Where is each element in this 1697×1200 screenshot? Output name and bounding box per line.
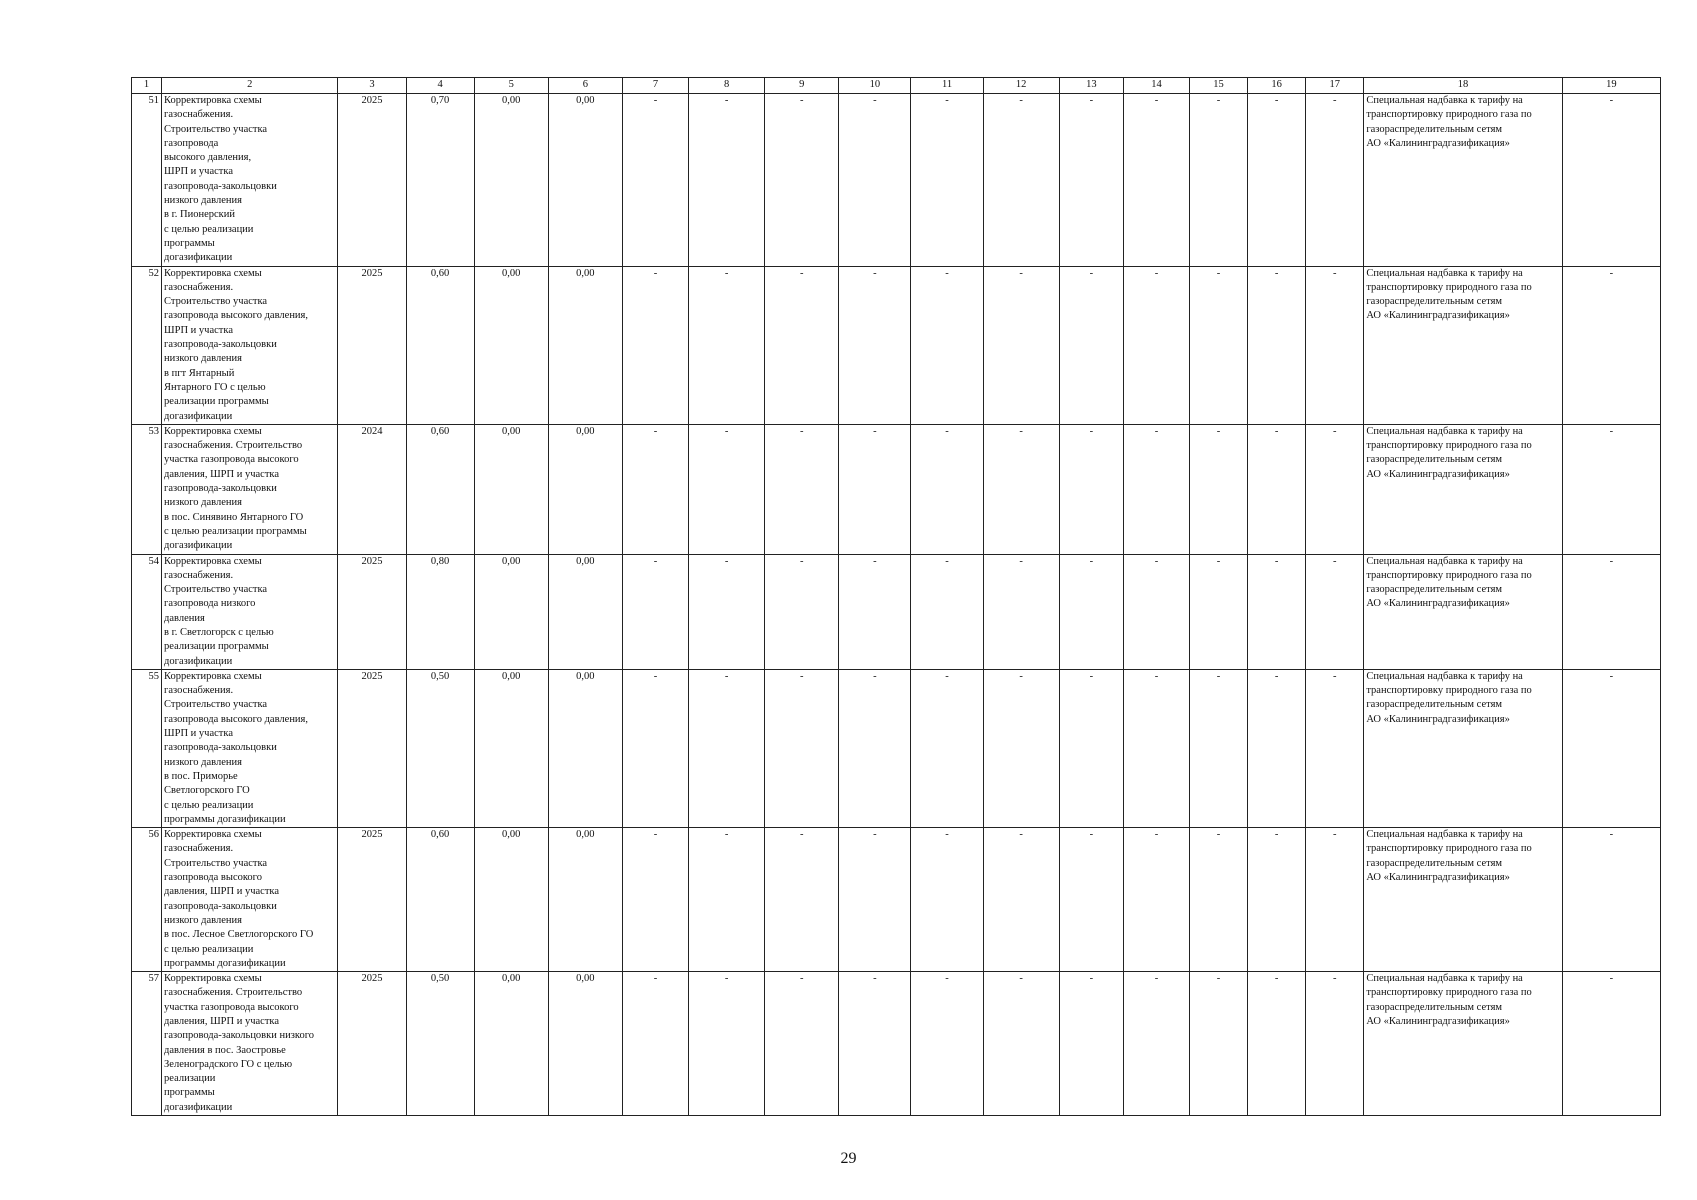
cell-c13: - xyxy=(1059,972,1123,1116)
cell-c9: - xyxy=(765,94,839,267)
cell-c7: - xyxy=(622,94,688,267)
cell-c16: - xyxy=(1248,424,1306,554)
cell-c19: - xyxy=(1562,94,1660,267)
cell-c10: - xyxy=(839,94,911,267)
column-header: 4 xyxy=(406,78,474,94)
column-header: 15 xyxy=(1190,78,1248,94)
cell-year: 2024 xyxy=(338,424,406,554)
cell-c6: 0,00 xyxy=(548,94,622,267)
project-description: Корректировка схемы газоснабжения. Строительство участка газопровода высокого давления, ШРП и участка газопровода-закольцовки низкого давления в пос. Синявино Янтарного ГО с целью реализации программы догазификации xyxy=(162,424,338,554)
cell-c8: - xyxy=(689,972,765,1116)
table-row xyxy=(132,266,1661,424)
investment-table xyxy=(131,77,1661,1116)
table-row xyxy=(132,424,1661,554)
cell-c5: 0,00 xyxy=(474,828,548,972)
row-number: 55 xyxy=(132,669,162,827)
cell-c7: - xyxy=(622,972,688,1116)
cell-c4: 0,50 xyxy=(406,972,474,1116)
cell-c5: 0,00 xyxy=(474,94,548,267)
cell-c11: - xyxy=(911,94,983,267)
column-header: 19 xyxy=(1562,78,1660,94)
project-description: Корректировка схемы газоснабжения. Строительство участка газопровода низкого давления в г. Светлогорск с целью реализации программы догазификации xyxy=(162,554,338,669)
cell-year: 2025 xyxy=(338,669,406,827)
cell-year: 2025 xyxy=(338,94,406,267)
column-header: 1 xyxy=(132,78,162,94)
cell-c19: - xyxy=(1562,554,1660,669)
cell-c7: - xyxy=(622,669,688,827)
table-row xyxy=(132,972,1661,1116)
cell-c5: 0,00 xyxy=(474,669,548,827)
column-header: 11 xyxy=(911,78,983,94)
cell-c12: - xyxy=(983,554,1059,669)
cell-c6: 0,00 xyxy=(548,828,622,972)
cell-c10: - xyxy=(839,424,911,554)
cell-c11: - xyxy=(911,266,983,424)
cell-c17: - xyxy=(1306,94,1364,267)
column-header: 2 xyxy=(162,78,338,94)
project-description: Корректировка схемы газоснабжения. Строительство участка газопровода высокого давления, ШРП и участка газопровода-закольцовки низкого давления в пос. Приморье Светлогорского ГО с целью реализации программы догазификации xyxy=(162,669,338,827)
cell-c8: - xyxy=(689,669,765,827)
cell-c10: - xyxy=(839,266,911,424)
row-number: 57 xyxy=(132,972,162,1116)
cell-c17: - xyxy=(1306,424,1364,554)
cell-c16: - xyxy=(1248,94,1306,267)
cell-c4: 0,60 xyxy=(406,828,474,972)
row-number: 56 xyxy=(132,828,162,972)
cell-c4: 0,60 xyxy=(406,424,474,554)
cell-c9: - xyxy=(765,669,839,827)
cell-c14: - xyxy=(1123,669,1189,827)
cell-c11: - xyxy=(911,669,983,827)
cell-c16: - xyxy=(1248,972,1306,1116)
column-header: 7 xyxy=(622,78,688,94)
cell-c10: - xyxy=(839,669,911,827)
cell-c13: - xyxy=(1059,554,1123,669)
project-description: Корректировка схемы газоснабжения. Строительство участка газопровода высокого давления, ШРП и участка газопровода-закольцовки низкого давления в пос. Заостровье Зеленоградского ГО с целью реализации программы догазификации xyxy=(162,972,338,1116)
cell-c7: - xyxy=(622,424,688,554)
column-header: 6 xyxy=(548,78,622,94)
cell-c4: 0,60 xyxy=(406,266,474,424)
cell-c14: - xyxy=(1123,424,1189,554)
cell-c13: - xyxy=(1059,669,1123,827)
column-header: 18 xyxy=(1364,78,1562,94)
cell-year: 2025 xyxy=(338,554,406,669)
cell-c13: - xyxy=(1059,828,1123,972)
cell-c7: - xyxy=(622,828,688,972)
cell-c12: - xyxy=(983,669,1059,827)
project-description: Корректировка схемы газоснабжения. Строительство участка газопровода высокого давления, ШРП и участка газопровода-закольцовки низкого давления в г. Пионерский с целью реализации программы догазификации xyxy=(162,94,338,267)
cell-c12: - xyxy=(983,94,1059,267)
cell-c12: - xyxy=(983,828,1059,972)
cell-c15: - xyxy=(1190,94,1248,267)
cell-c5: 0,00 xyxy=(474,424,548,554)
cell-c5: 0,00 xyxy=(474,554,548,669)
cell-c17: - xyxy=(1306,554,1364,669)
cell-c7: - xyxy=(622,266,688,424)
cell-c4: 0,70 xyxy=(406,94,474,267)
column-header: 8 xyxy=(689,78,765,94)
cell-c13: - xyxy=(1059,94,1123,267)
cell-c19: - xyxy=(1562,424,1660,554)
cell-c8: - xyxy=(689,554,765,669)
row-number: 53 xyxy=(132,424,162,554)
cell-c6: 0,00 xyxy=(548,669,622,827)
table-header-row xyxy=(132,78,1661,94)
table-row xyxy=(132,94,1661,267)
cell-c16: - xyxy=(1248,266,1306,424)
cell-c6: 0,00 xyxy=(548,972,622,1116)
cell-c11: - xyxy=(911,828,983,972)
cell-c17: - xyxy=(1306,669,1364,827)
row-number: 54 xyxy=(132,554,162,669)
cell-year: 2025 xyxy=(338,828,406,972)
table-row xyxy=(132,554,1661,669)
cell-c10: - xyxy=(839,972,911,1116)
project-description: Корректировка схемы газоснабжения. Строительство участка газопровода высокого давления, ШРП и участка газопровода-закольцовки низкого давления в пос. Лесное Светлогорского ГО с целью реализации программы догазификации xyxy=(162,828,338,972)
cell-c8: - xyxy=(689,424,765,554)
cell-c5: 0,00 xyxy=(474,972,548,1116)
cell-c6: 0,00 xyxy=(548,424,622,554)
funding-source: Специальная надбавка к тарифу на транспортировку природного газа по газораспределительным сетям АО «Калининградгазификация» xyxy=(1364,828,1562,972)
cell-c15: - xyxy=(1190,972,1248,1116)
cell-c16: - xyxy=(1248,828,1306,972)
cell-c15: - xyxy=(1190,266,1248,424)
table-row xyxy=(132,669,1661,827)
column-header: 13 xyxy=(1059,78,1123,94)
row-number: 52 xyxy=(132,266,162,424)
cell-c11: - xyxy=(911,424,983,554)
cell-c6: 0,00 xyxy=(548,266,622,424)
cell-c13: - xyxy=(1059,424,1123,554)
column-header: 16 xyxy=(1248,78,1306,94)
page-number: 29 xyxy=(840,1150,857,1167)
funding-source: Специальная надбавка к тарифу на транспортировку природного газа по газораспределительным сетям АО «Калининградгазификация» xyxy=(1364,424,1562,554)
cell-c13: - xyxy=(1059,266,1123,424)
cell-c15: - xyxy=(1190,424,1248,554)
cell-c15: - xyxy=(1190,669,1248,827)
cell-c17: - xyxy=(1306,972,1364,1116)
cell-c17: - xyxy=(1306,266,1364,424)
cell-c6: 0,00 xyxy=(548,554,622,669)
funding-source: Специальная надбавка к тарифу на транспортировку природного газа по газораспределительным сетям АО «Калининградгазификация» xyxy=(1364,669,1562,827)
cell-year: 2025 xyxy=(338,266,406,424)
column-header: 9 xyxy=(765,78,839,94)
cell-c15: - xyxy=(1190,554,1248,669)
column-header: 14 xyxy=(1123,78,1189,94)
cell-c16: - xyxy=(1248,554,1306,669)
cell-c14: - xyxy=(1123,828,1189,972)
column-header: 10 xyxy=(839,78,911,94)
cell-c19: - xyxy=(1562,669,1660,827)
cell-year: 2025 xyxy=(338,972,406,1116)
row-number: 51 xyxy=(132,94,162,267)
cell-c9: - xyxy=(765,554,839,669)
funding-source: Специальная надбавка к тарифу на транспортировку природного газа по газораспределительным сетям АО «Калининградгазификация» xyxy=(1364,972,1562,1116)
cell-c12: - xyxy=(983,424,1059,554)
cell-c5: 0,00 xyxy=(474,266,548,424)
cell-c12: - xyxy=(983,972,1059,1116)
cell-c9: - xyxy=(765,972,839,1116)
cell-c19: - xyxy=(1562,266,1660,424)
cell-c14: - xyxy=(1123,266,1189,424)
column-header: 5 xyxy=(474,78,548,94)
cell-c8: - xyxy=(689,266,765,424)
table-row xyxy=(132,828,1661,972)
cell-c19: - xyxy=(1562,828,1660,972)
cell-c9: - xyxy=(765,828,839,972)
cell-c4: 0,50 xyxy=(406,669,474,827)
cell-c16: - xyxy=(1248,669,1306,827)
funding-source: Специальная надбавка к тарифу на транспортировку природного газа по газораспределительным сетям АО «Калининградгазификация» xyxy=(1364,94,1562,267)
cell-c17: - xyxy=(1306,828,1364,972)
cell-c9: - xyxy=(765,266,839,424)
cell-c11: - xyxy=(911,554,983,669)
funding-source: Специальная надбавка к тарифу на транспортировку природного газа по газораспределительным сетям АО «Калининградгазификация» xyxy=(1364,554,1562,669)
cell-c8: - xyxy=(689,828,765,972)
cell-c14: - xyxy=(1123,94,1189,267)
cell-c19: - xyxy=(1562,972,1660,1116)
cell-c15: - xyxy=(1190,828,1248,972)
project-description: Корректировка схемы газоснабжения. Строительство участка газопровода высокого давления, ШРП и участка газопровода-закольцовки низкого давления в пгт Янтарный Янтарного ГО с целью реализации программы догазификации xyxy=(162,266,338,424)
column-header: 12 xyxy=(983,78,1059,94)
cell-c14: - xyxy=(1123,972,1189,1116)
column-header: 3 xyxy=(338,78,406,94)
cell-c11: - xyxy=(911,972,983,1116)
cell-c7: - xyxy=(622,554,688,669)
cell-c10: - xyxy=(839,554,911,669)
cell-c12: - xyxy=(983,266,1059,424)
cell-c10: - xyxy=(839,828,911,972)
cell-c8: - xyxy=(689,94,765,267)
cell-c9: - xyxy=(765,424,839,554)
column-header: 17 xyxy=(1306,78,1364,94)
cell-c4: 0,80 xyxy=(406,554,474,669)
funding-source: Специальная надбавка к тарифу на транспортировку природного газа по газораспределительным сетям АО «Калининградгазификация» xyxy=(1364,266,1562,424)
cell-c14: - xyxy=(1123,554,1189,669)
